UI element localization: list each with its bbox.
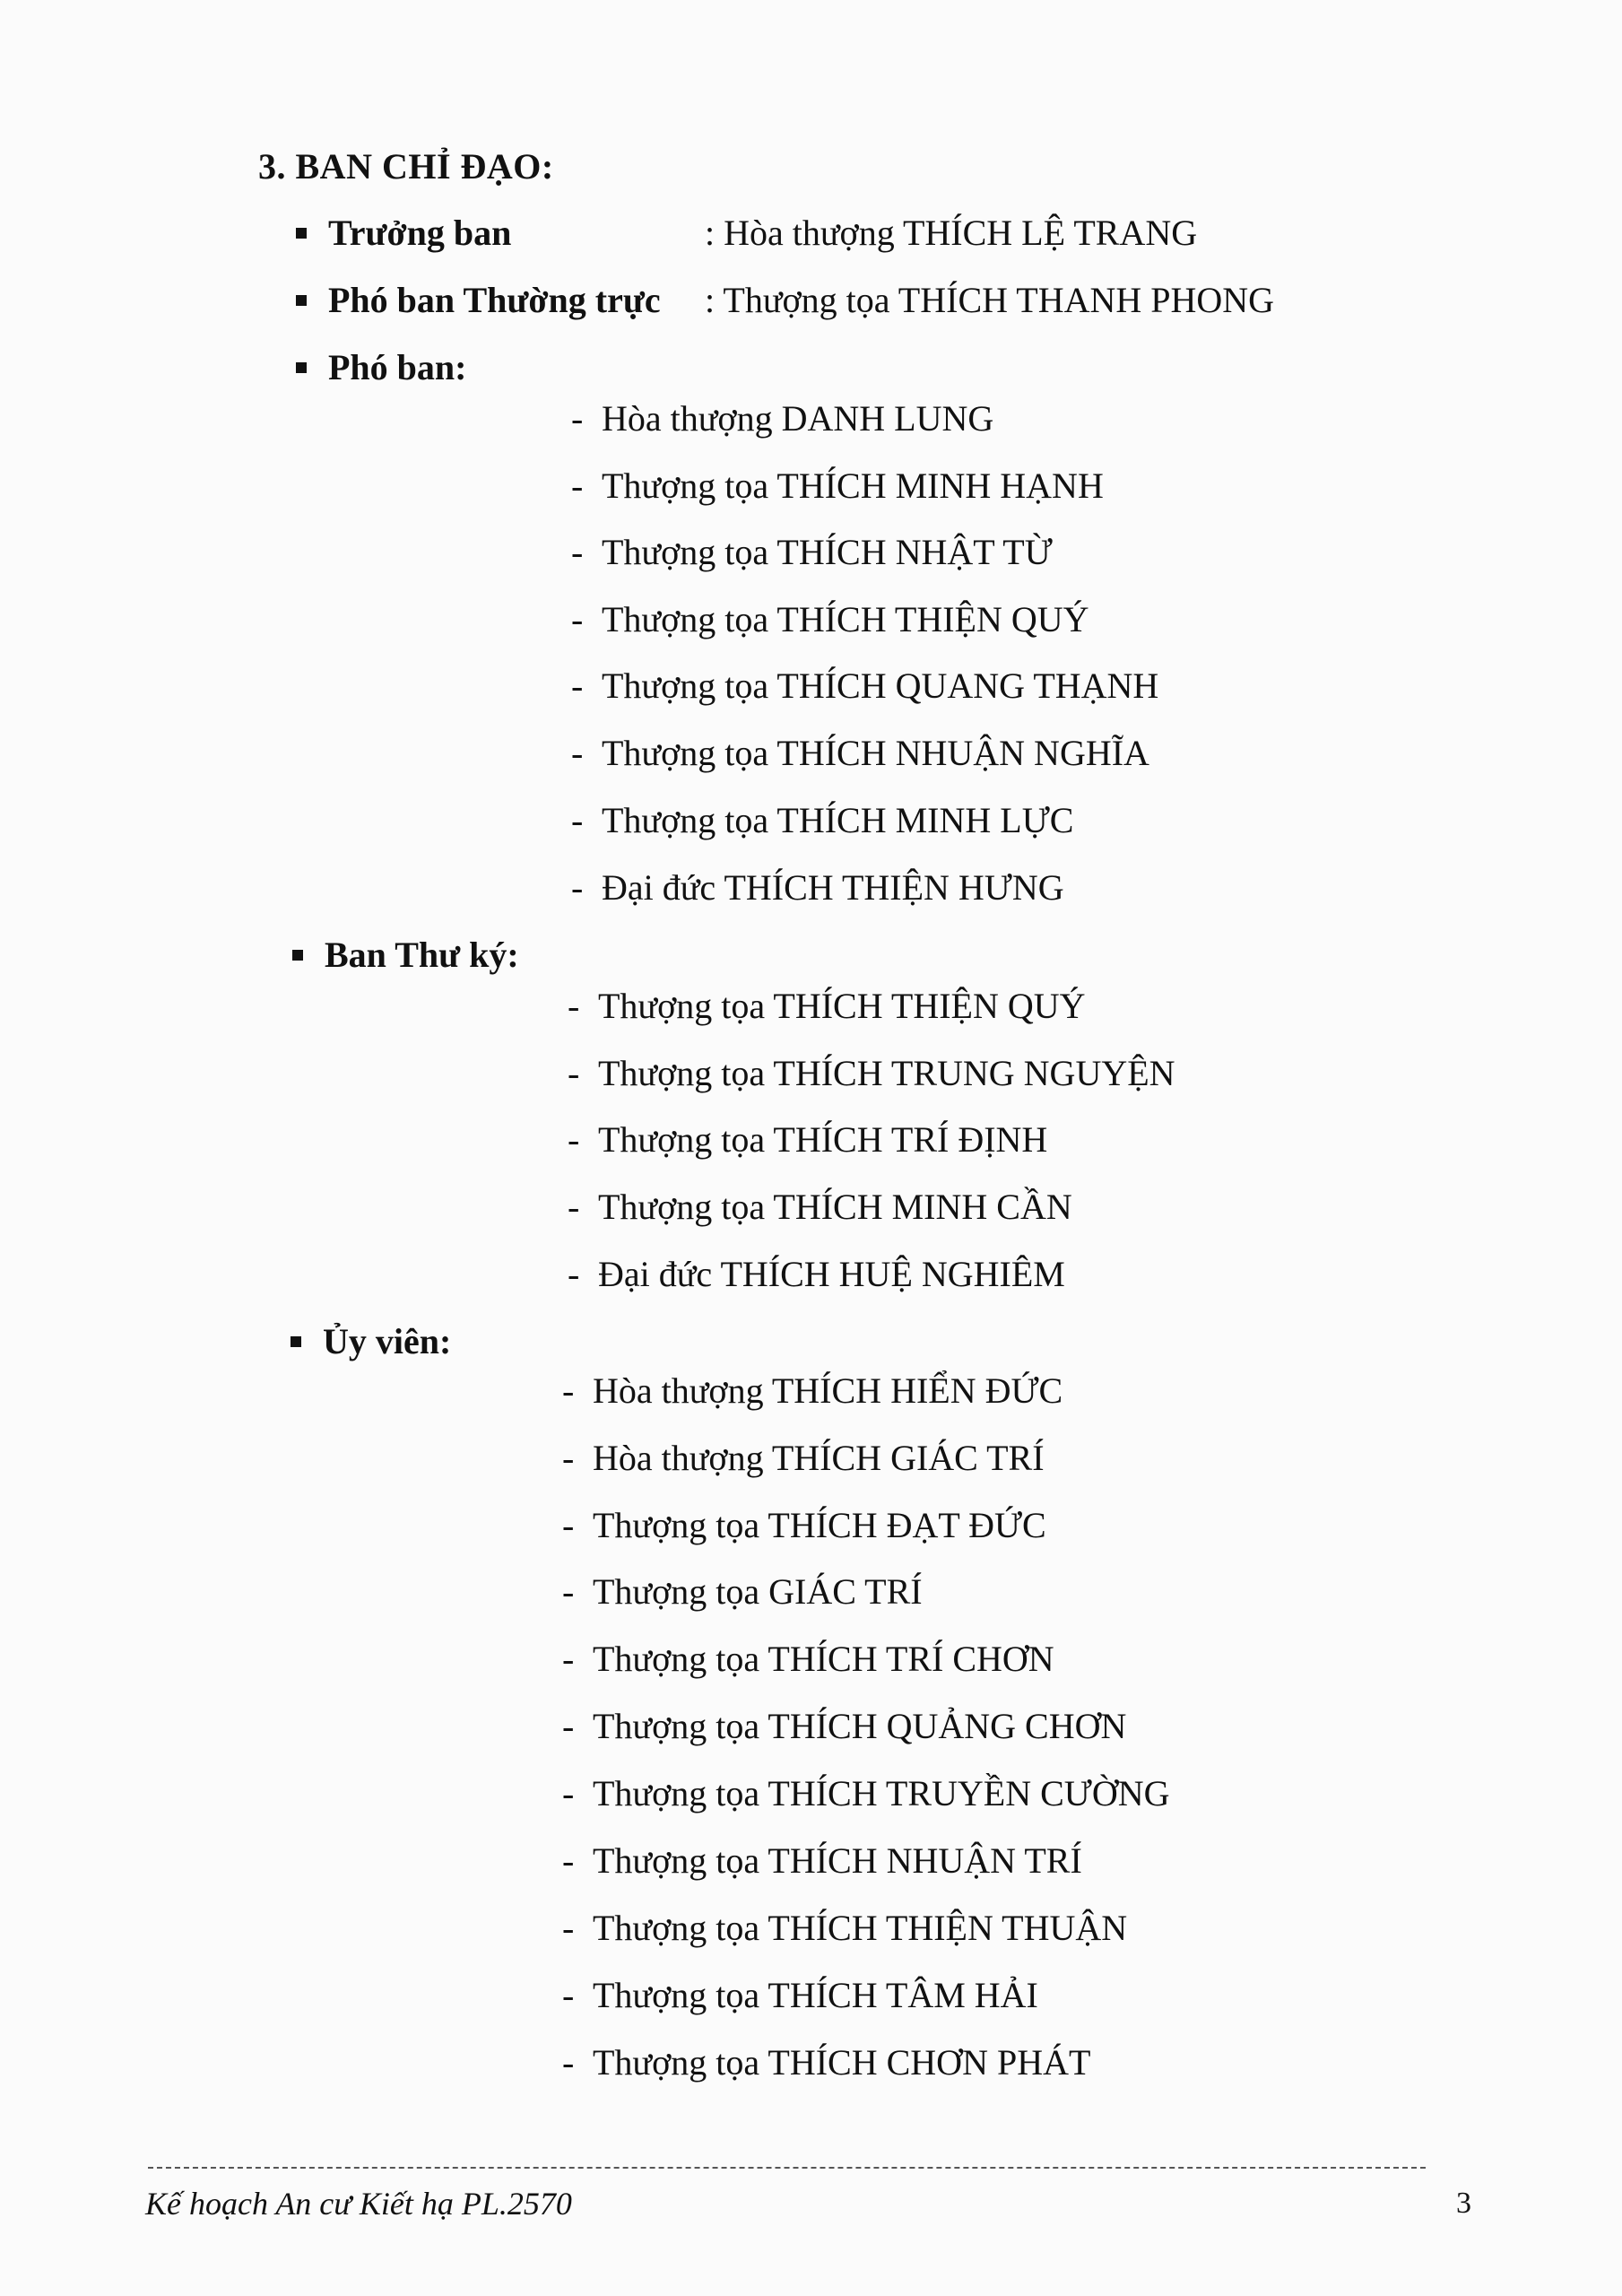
list-item: - Đại đức THÍCH HUỆ NGHIÊM xyxy=(568,1254,1065,1294)
list-item: - Thượng tọa THÍCH ĐẠT ĐỨC xyxy=(562,1505,1046,1545)
list-item: - Hòa thượng THÍCH HIỂN ĐỨC xyxy=(562,1370,1063,1411)
footer-divider xyxy=(148,2167,1426,2169)
pho-ban-label: Phó ban: xyxy=(328,347,467,387)
list-item: - Thượng tọa THÍCH MINH LỰC xyxy=(571,800,1074,840)
pho-ban-row xyxy=(296,346,467,388)
list-item: - Thượng tọa THÍCH NHUẬN NGHĨA xyxy=(571,733,1149,773)
footer-title: Kế hoạch An cư Kiết hạ PL.2570 xyxy=(145,2186,572,2222)
square-bullet-icon xyxy=(296,295,307,306)
ban-thu-ky-label: Ban Thư ký: xyxy=(325,935,519,975)
list-item: - Thượng tọa THÍCH THIỆN QUÝ xyxy=(568,986,1086,1026)
list-item: - Thượng tọa THÍCH TRÍ ĐỊNH xyxy=(568,1119,1048,1160)
pho-ban-thuong-truc-value: : Thượng tọa THÍCH THANH PHONG xyxy=(705,280,1275,320)
list-item: - Thượng tọa THÍCH TRUYỀN CƯỜNG xyxy=(562,1773,1170,1813)
list-item: - Thượng tọa THÍCH QUẢNG CHƠN xyxy=(562,1706,1127,1746)
square-bullet-icon xyxy=(291,1336,301,1347)
square-bullet-icon xyxy=(292,950,303,961)
truong-ban-row xyxy=(296,212,511,254)
list-item: - Thượng tọa THÍCH TÂM HẢI xyxy=(562,1975,1038,2015)
list-item: - Thượng tọa THÍCH THIỆN QUÝ xyxy=(571,599,1089,639)
list-item: - Hòa thượng DANH LUNG xyxy=(571,398,994,439)
uy-vien-label: Ủy viên: xyxy=(323,1321,452,1361)
truong-ban-value: : Hòa thượng THÍCH LỆ TRANG xyxy=(705,213,1198,253)
pho-ban-thuong-truc-label: Phó ban Thường trực xyxy=(328,280,661,320)
list-item: - Thượng tọa THÍCH MINH HẠNH xyxy=(571,465,1104,506)
list-item: - Thượng tọa THÍCH QUANG THẠNH xyxy=(571,665,1159,706)
list-item: - Thượng tọa THÍCH TRÍ CHƠN xyxy=(562,1639,1054,1679)
list-item: - Thượng tọa GIÁC TRÍ xyxy=(562,1571,923,1612)
section-heading: 3. BAN CHỈ ĐẠO: xyxy=(258,146,554,187)
square-bullet-icon xyxy=(296,228,307,239)
list-item: - Thượng tọa THÍCH TRUNG NGUYỆN xyxy=(568,1053,1175,1093)
list-item: - Thượng tọa THÍCH NHUẬN TRÍ xyxy=(562,1840,1082,1881)
list-item: - Thượng tọa THÍCH THIỆN THUẬN xyxy=(562,1908,1128,1948)
list-item: - Hòa thượng THÍCH GIÁC TRÍ xyxy=(562,1438,1045,1478)
list-item: - Thượng tọa THÍCH NHẬT TỪ xyxy=(571,532,1053,572)
list-item: - Đại đức THÍCH THIỆN HƯNG xyxy=(571,867,1064,908)
ban-thu-ky-row xyxy=(292,934,519,976)
truong-ban-label: Trưởng ban xyxy=(328,213,512,253)
square-bullet-icon xyxy=(296,362,307,373)
uy-vien-row xyxy=(291,1320,451,1362)
pho-ban-thuong-truc-row xyxy=(296,279,661,321)
list-item: - Thượng tọa THÍCH CHƠN PHÁT xyxy=(562,2042,1091,2083)
list-item: - Thượng tọa THÍCH MINH CẦN xyxy=(568,1187,1072,1227)
page-number: 3 xyxy=(1456,2187,1471,2220)
